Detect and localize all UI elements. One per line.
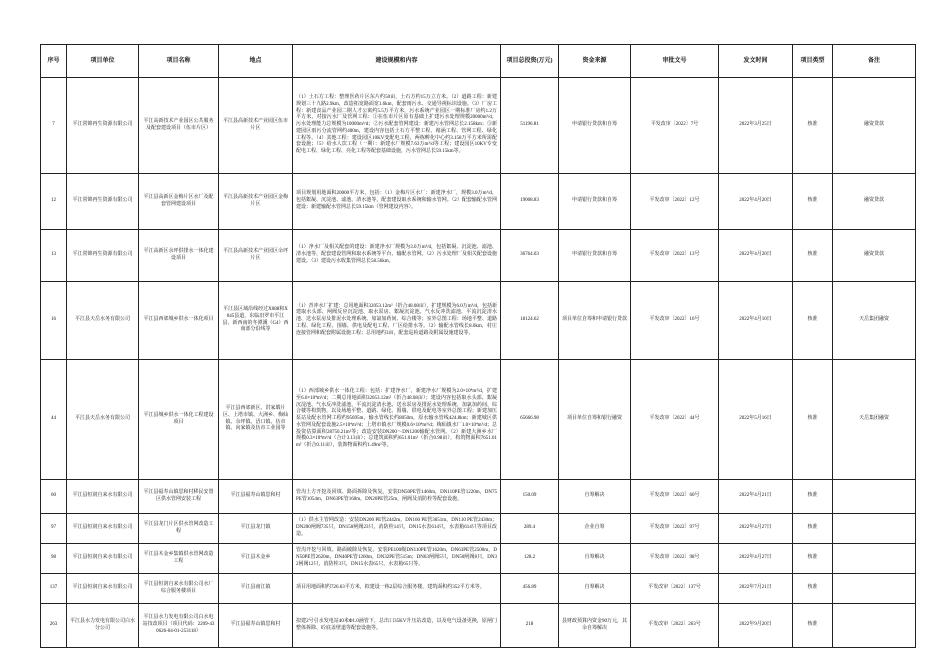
cell-location: 平江县龙门镇 xyxy=(219,514,293,544)
cell-location: 平江县高新技术产业园区伍市片区 xyxy=(219,78,293,174)
cell-no: 263 xyxy=(41,604,67,648)
cell-content: （1）土石方工程：整理医药片区东片约50亩，土石方约15万立方米。（2）道路工程：新建规划三十九路2.9km，改造拓宽路面宽1.6km，配套雨污水、交通导视标识设施。（3）厂房工程：新建食品产业园二期人才公寓约5.5万平方米，污水系统产业园区一期标准厂房约1.2万平方米，对接污水厂及管网工程：①在伍市片区原有基础上扩建污水处理规模20000m³/d，污水处理能力总规模为10000m³/d；②污水配套管网建设：新建污水管网总长2.158km；③新建园区雨污分流管网约400m，建设内容包括土石方平整工程、箱涵工程、管网工程、绿化工程等。（4）其他工程：建设园区10KV变配电工程，两栋孵化中心约3.158万平方米所需配套设施；（5）给水人饮工程（一期）：新建水厂规模7.63万m³/d等工程；建设园区10KV专变配电工程、绿化工程、亮化工程等配套基础设施，污水管网总长59.15km等。 xyxy=(293,78,501,174)
cell-content: （1）西部城乡供水一体化工程：包括：扩建净水厂，新建净水厂规模为2.0×10⁴m³/d，扩建至6.0×10⁴m³/d；二期总用地面积32053.12m²（折合48.08亩）；建设内容包括取水头部、絮凝沉淀池、气水反冲洗滤池、平流沉淀清水池、送水泵房及排泥水处理系统、加氯加药间、综合楼等构筑物，以及场地平整、道路、绿化、围墙、供电及配电等室外总图工程；新建加压泵站及配水管网工程约95695m，输水管线长约8050m，原水输水管线424.8km；新建城区供水管网及配套设施2.5×10⁴m³/d；上塔市镇水厂规模0.6×10⁴m³/d；梅仙镇水厂1.0×10⁴m³/d；总投资估算面积28750.21m²等；改造安装DN200～DN1200输配水管网。（2）新建大洲乡水厂规模0.3×10⁴m³/d（合计3.13亩）；总建筑面积约651.01m²（折合0.98亩），构筑物面积7651.01m²（折合0.11亩），装饰物面积约1.49m²等。 xyxy=(293,360,501,480)
cell-approval: 平发改审〔2022〕16号 xyxy=(631,282,719,360)
cell-name: 平江县城乡供水一体化工程建设项目 xyxy=(139,360,219,480)
cell-type: 核准 xyxy=(793,514,833,544)
cell-name: 平江县木金乡集镇供水管网改造工程 xyxy=(139,544,219,574)
cell-approval: 平发改审〔2022〕12号 xyxy=(631,174,719,230)
column-header-content: 建设规模和内容 xyxy=(293,45,501,78)
column-header-name: 项目名称 xyxy=(139,45,219,78)
column-header-date: 发文时间 xyxy=(719,45,793,78)
cell-investment: 19008.83 xyxy=(501,174,559,230)
cell-date: 2022年4月21日 xyxy=(719,480,793,514)
table-row xyxy=(41,282,916,360)
cell-date: 2022年9月20日 xyxy=(719,604,793,648)
table-row xyxy=(41,514,916,544)
cell-remark xyxy=(833,604,916,648)
cell-approval: 平发改审〔2022〕98号 xyxy=(631,544,719,574)
cell-content: （1）青冲水厂扩建：总用地面积32053.12m²（折合48.08亩），扩建规模为6.0万m³/d，包括新建取水头部、闸阀反应沉淀池、取水泵房、絮凝沉淀池、气水反冲洗滤池、平流沉淀清水池、送水泵房及排泥水处理系统、加氯加药间、综合楼等；室外总图工程：场地平整、道路工程、绿化工程、围墙、供电及配电工程、厂区给排水等。（2）输配水管线长8.0km，村庄连接管网和配套附属设施工程；总用地约3亩，配套巡检道路及附属设施建设等。 xyxy=(293,282,501,360)
cell-no: 97 xyxy=(41,514,67,544)
cell-remark: 天岳集团融资 xyxy=(833,282,916,360)
column-header-no: 序号 xyxy=(41,45,67,78)
cell-funding: 项目单位自筹和银行融资 xyxy=(559,360,631,480)
column-header-remark: 备注 xyxy=(833,45,916,78)
cell-content: 拟建2号引水发电站40米Φ1.0涵管下，总出口35KV升压站改造，以及电气设备更换，原闸门整体拆除、砼底盖壁道等配套设施等。 xyxy=(293,604,501,648)
cell-unit: 平江县恒润自来水有限公司 xyxy=(67,480,139,514)
cell-location: 平江县西郊新区、洪家塅片区、上塔市镇、大洲乡、梅仙镇、余坪镇、浯口镇、伍市镇、向家镇及伍市工业园等 xyxy=(219,360,293,480)
cell-remark: 融资贷款 xyxy=(833,230,916,282)
cell-name: 平江县水力发电有限公司白水电站技改项目（项目代码：2209-430626-04-01-253118） xyxy=(139,604,219,648)
cell-location: 平江县南江镇 xyxy=(219,574,293,604)
cell-type: 核准 xyxy=(793,480,833,514)
cell-date: 2022年4月10日 xyxy=(719,282,793,360)
cell-unit: 平江常锦再生资源有限公司 xyxy=(67,78,139,174)
cell-unit: 平江县恒润自来水有限公司 xyxy=(67,544,139,574)
cell-remark xyxy=(833,574,916,604)
cell-remark xyxy=(833,514,916,544)
cell-approval: 平发改审〔2022〕137号 xyxy=(631,574,719,604)
cell-funding: 申请银行贷款和自筹 xyxy=(559,78,631,174)
cell-name: 平江县高新区金梅片区水厂及配套管网建设项目 xyxy=(139,174,219,230)
cell-remark: 融资贷款 xyxy=(833,174,916,230)
cell-funding: 申请银行贷款和自筹 xyxy=(559,174,631,230)
cell-no: 16 xyxy=(41,282,67,360)
cell-no: 60 xyxy=(41,480,67,514)
cell-unit: 平江常锦再生资源有限公司 xyxy=(67,174,139,230)
table-row xyxy=(41,544,916,574)
cell-type: 核准 xyxy=(793,574,833,604)
table-row xyxy=(41,604,916,648)
column-header-approval: 审批文号 xyxy=(631,45,719,78)
cell-type: 核准 xyxy=(793,78,833,174)
cell-unit: 平江县水力发电有限公司白水分公司 xyxy=(67,604,139,648)
cell-remark xyxy=(833,480,916,514)
column-header-type: 项目类型 xyxy=(793,45,833,78)
cell-type: 核准 xyxy=(793,360,833,480)
cell-name: 平江县福寿山镇思和村移民安置区供水管网安装工程 xyxy=(139,480,219,514)
cell-content: 管沟开挖与回填、路面破除及恢复。安装PE100级DN110PE管1620m，DN63PE管2500m，DN50PE管2620m，DN40PE管1260m，DN32PE管515m；DN63闸阀5只，DN50闸阀8只，DN32闸阀12只，消防栓3只，DN15水表65只，水表箱65只等。 xyxy=(293,544,501,574)
cell-no: 7 xyxy=(41,78,67,174)
table-row xyxy=(41,78,916,174)
cell-approval: 平发改审〔2022〕60号 xyxy=(631,480,719,514)
cell-unit: 平江常锦再生资源有限公司 xyxy=(67,230,139,282)
cell-approval: 平发改审〔2022〕263号 xyxy=(631,604,719,648)
cell-content: 项目用地面积约726.63平方米，拟建设一栋2层综合服务楼，建筑面积约352平方米等。 xyxy=(293,574,501,604)
cell-content: 管沟土方开挖及回填、路面拆除及恢复。安装DN50PE管1460m，DN110PE管1220m，DN75PE管1054m，DN63PE管160m，DN20PE管25m，闸阀及消防栓等配套设施。 xyxy=(293,480,501,514)
cell-investment: 150.09 xyxy=(501,480,559,514)
table-row xyxy=(41,174,916,230)
cell-no: 98 xyxy=(41,544,67,574)
table-row xyxy=(41,230,916,282)
column-header-location: 地点 xyxy=(219,45,293,78)
cell-investment: 128.2 xyxy=(501,544,559,574)
cell-location: 平江县福寿山镇思和村 xyxy=(219,604,293,648)
cell-location: 平江县木金乡 xyxy=(219,544,293,574)
cell-location: 平江县高新技术产业园区金梅片区 xyxy=(219,174,293,230)
cell-approval: 平发改审〔2022〕7号 xyxy=(631,78,719,174)
column-header-unit: 项目单位 xyxy=(67,45,139,78)
table-row xyxy=(41,480,916,514)
cell-funding: 企业自筹 xyxy=(559,514,631,544)
table-header-row xyxy=(41,45,916,78)
cell-location: 平江县高新技术产业园区余坪片区 xyxy=(219,230,293,282)
cell-name: 平江高新技术产业园区公共服务及配套建设项目（伍市片区） xyxy=(139,78,219,174)
cell-investment: 218 xyxy=(501,604,559,648)
cell-date: 2022年5月16日 xyxy=(719,360,793,480)
cell-location: 平江县福寿山镇思和村 xyxy=(219,480,293,514)
cell-type: 核准 xyxy=(793,230,833,282)
projects-approval-table xyxy=(40,44,916,648)
cell-investment: 456.89 xyxy=(501,574,559,604)
cell-funding: 自筹解决 xyxy=(559,480,631,514)
cell-date: 2022年7月21日 xyxy=(719,574,793,604)
cell-no: 12 xyxy=(41,174,67,230)
cell-investment: 51196.81 xyxy=(501,78,559,174)
cell-content: （1）净水厂及相关配套的建设：新建净水厂规模为3.0万m³/d，包括絮凝、沉淀池、滤池、清水池等，配套建设管网和取水系统等平台、输配水管网。（2）污水处理厂及相关配套设施建设。（3）建设污水收集管网总长58.56km。 xyxy=(293,230,501,282)
cell-date: 2022年4月27日 xyxy=(719,544,793,574)
cell-unit: 平江县恒润自来水有限公司 xyxy=(67,574,139,604)
cell-investment: 65666.98 xyxy=(501,360,559,480)
table-body xyxy=(41,78,916,648)
cell-name: 平江县恒润自来水有限公司水厂综合服务楼项目 xyxy=(139,574,219,604)
cell-funding: 县财政预算内资金90万元，其余自筹解决 xyxy=(559,604,631,648)
cell-investment: 289.4 xyxy=(501,514,559,544)
cell-no: 44 xyxy=(41,360,67,480)
cell-content: （1）供水主管网改造：安装DN200 PE管2442m，DN160 PE管3651m，DN110 PE管2430m；DN200闸阀735只，DN150闸阀23只，消防栓14只，DN15水表614只，水表箱614只等项目改造。 xyxy=(293,514,501,544)
cell-type: 核准 xyxy=(793,174,833,230)
cell-unit: 平江县天岳水务有限公司 xyxy=(67,282,139,360)
cell-date: 2022年4月27日 xyxy=(719,514,793,544)
cell-remark: 融资贷款 xyxy=(833,78,916,174)
cell-unit: 平江县恒润自来水有限公司 xyxy=(67,514,139,544)
cell-no: 137 xyxy=(41,574,67,604)
cell-type: 核准 xyxy=(793,604,833,648)
cell-type: 核准 xyxy=(793,544,833,574)
table-row xyxy=(41,574,916,604)
cell-investment: 18124.62 xyxy=(501,282,559,360)
cell-unit: 平江县天岳水务有限公司 xyxy=(67,360,139,480)
column-header-funding: 资金来源 xyxy=(559,45,631,78)
cell-approval: 平发改审〔2022〕97号 xyxy=(631,514,719,544)
table-row xyxy=(41,360,916,480)
cell-funding: 自筹解决 xyxy=(559,574,631,604)
cell-content: 项目规划用地面积20000平方米，包括：（1）金梅片区水厂：新建净水厂，规模3.0万m³/d，包括絮凝、沉淀池、滤池、清水池等，配套建设取水系统和输水管网。（2）配套输配水管网建设：新建输配水管网总长59.15km（管网建设内容）。 xyxy=(293,174,501,230)
cell-funding: 自筹解决 xyxy=(559,544,631,574)
column-header-investment: 项目总投资(万元) xyxy=(501,45,559,78)
cell-approval: 平发改审〔2022〕13号 xyxy=(631,230,719,282)
cell-remark: 天岳集团融资 xyxy=(833,360,916,480)
cell-name: 平江县龙门片区供水管网改造工程 xyxy=(139,514,219,544)
cell-location: 平江县区域沿线经过X088和X045县道，东临汨罗市平江县，新西南的冬潭溪（G4）西南部分沿线等 xyxy=(219,282,293,360)
cell-funding: 项目单位自筹和申请银行贷款 xyxy=(559,282,631,360)
cell-remark xyxy=(833,544,916,574)
cell-approval: 平发改审〔2022〕44号 xyxy=(631,360,719,480)
cell-funding: 申请银行贷款和自筹 xyxy=(559,230,631,282)
cell-date: 2022年4月20日 xyxy=(719,230,793,282)
cell-date: 2022年3月25日 xyxy=(719,78,793,174)
cell-no: 13 xyxy=(41,230,67,282)
cell-date: 2022年4月20日 xyxy=(719,174,793,230)
cell-name: 平江县西郊城乡供水一体化项目 xyxy=(139,282,219,360)
cell-name: 平江高新区余坪供排水一体化建设项目 xyxy=(139,230,219,282)
cell-investment: 36764.03 xyxy=(501,230,559,282)
cell-type: 核准 xyxy=(793,282,833,360)
